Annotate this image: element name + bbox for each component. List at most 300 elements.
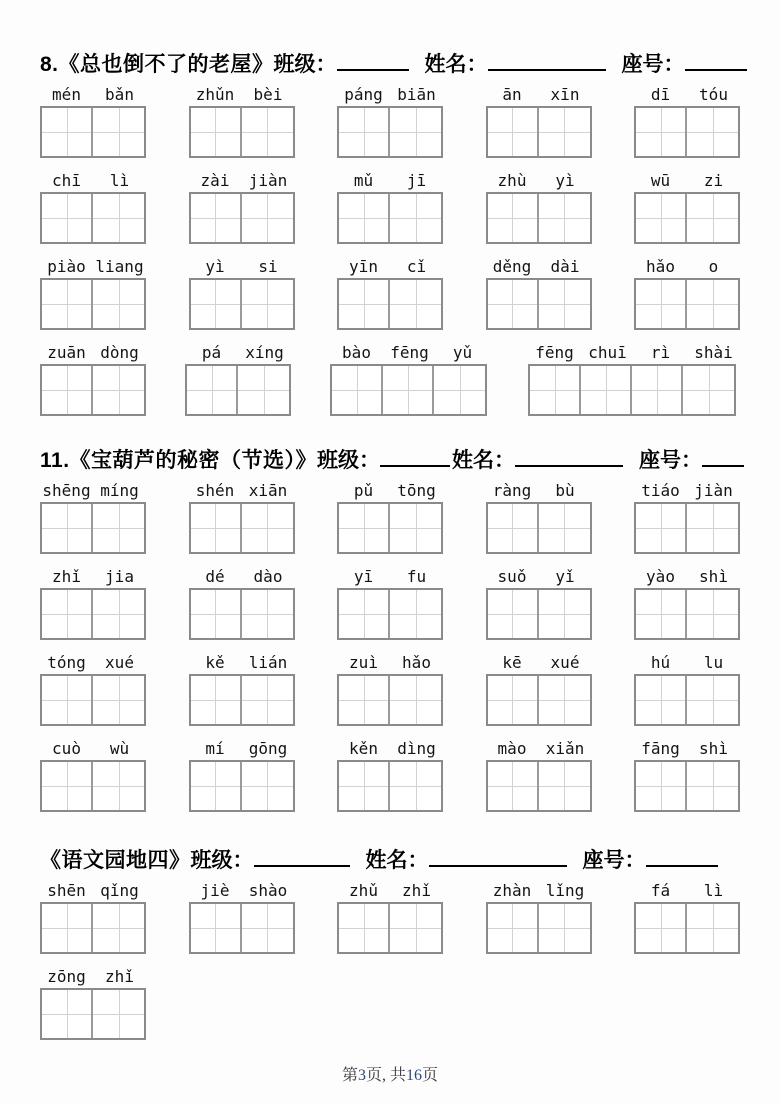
character-cell[interactable] [488,904,539,952]
character-grid [634,106,740,158]
pinyin-label [634,85,740,104]
seat-field [622,50,747,80]
character-cell[interactable] [191,762,242,810]
character-cell[interactable] [636,762,687,810]
character-cell[interactable] [42,904,93,952]
word-block [189,653,295,726]
character-cell[interactable] [242,762,293,810]
character-cell[interactable] [93,676,144,724]
pinyin-syllable: shì [699,567,728,586]
character-cell[interactable] [636,280,687,328]
word-block [634,481,740,554]
character-grid [486,106,592,158]
seat-blank[interactable] [646,851,718,867]
word-block [337,85,443,158]
character-cell[interactable] [488,676,539,724]
pinyin-label [189,567,295,586]
footer-page-number: 3 [357,1067,366,1084]
character-grid [337,760,443,812]
character-cell[interactable] [93,904,144,952]
word-row [40,739,740,812]
worksheet-body [40,50,740,1040]
character-grid [40,192,146,244]
character-cell[interactable] [93,504,144,552]
character-cell[interactable] [539,504,590,552]
word-block [337,653,443,726]
character-cell[interactable] [434,366,485,414]
character-cell[interactable] [339,676,390,724]
pinyin-label [40,257,146,276]
character-grid [40,106,146,158]
character-cell[interactable] [93,366,144,414]
pinyin-label [528,343,740,362]
character-cell[interactable] [339,194,390,242]
pinyin-syllable: zuān [47,343,86,362]
character-cell[interactable] [636,590,687,638]
character-grid [634,760,740,812]
character-grid [486,502,592,554]
character-grid [337,192,443,244]
character-cell[interactable] [539,762,590,810]
pinyin-syllable: shì [699,739,728,758]
pinyin-label [189,653,295,672]
pinyin-label [330,343,489,362]
word-block [40,653,146,726]
section-header [40,446,740,476]
character-cell[interactable] [539,676,590,724]
pinyin-label [189,85,295,104]
pinyin-label [337,85,443,104]
pinyin-syllable: fá [650,881,671,900]
pinyin-label [337,881,443,900]
character-cell[interactable] [687,904,738,952]
section-title: 11.《宝葫芦的秘密（节选）》 [40,449,318,472]
pinyin-syllable: cǐ [406,257,427,276]
character-cell[interactable] [42,676,93,724]
character-grid [337,674,443,726]
pinyin-syllable: yǐ [555,567,575,586]
character-grid [634,192,740,244]
class-blank[interactable] [380,451,450,467]
pinyin-label [634,257,740,276]
word-block [189,171,295,244]
pinyin-syllable: jī [406,171,427,190]
pinyin-label [189,739,295,758]
pinyin-label [634,653,740,672]
character-cell[interactable] [242,504,293,552]
word-block [189,567,295,640]
character-cell[interactable] [530,366,581,414]
character-cell[interactable] [332,366,383,414]
character-grid [337,278,443,330]
character-cell[interactable] [42,990,93,1038]
character-grid [634,278,740,330]
character-cell[interactable] [42,280,93,328]
word-block [528,343,740,416]
word-block [634,85,740,158]
pinyin-syllable: biān [397,85,436,104]
character-grid [634,502,740,554]
pinyin-label [189,481,295,500]
character-cell[interactable] [687,280,738,328]
character-cell[interactable] [636,904,687,952]
footer-infix: 页, 共 [365,1067,406,1084]
pinyin-label [337,739,443,758]
character-cell[interactable] [93,194,144,242]
pinyin-syllable: lǐng [545,881,585,900]
pinyin-syllable: chuī [588,343,627,362]
pinyin-label [337,171,443,190]
pinyin-syllable: dìng [397,739,436,758]
seat-field-label: 座号： [582,849,646,872]
character-grid [40,364,146,416]
character-cell[interactable] [390,504,441,552]
worksheet-section [40,50,740,416]
pinyin-syllable: mǔ [353,171,374,190]
character-cell[interactable] [42,194,93,242]
pinyin-syllable: kěn [349,739,378,758]
character-grid [486,588,592,640]
pinyin-syllable: tóu [699,85,728,104]
pinyin-syllable: si [258,257,278,276]
character-cell[interactable] [93,280,144,328]
pinyin-syllable: jia [105,567,134,586]
character-cell[interactable] [636,194,687,242]
pinyin-label [40,481,146,500]
pinyin-syllable: xíng [245,343,284,362]
character-cell[interactable] [191,194,242,242]
character-cell[interactable] [191,904,242,952]
character-grid [486,674,592,726]
character-cell[interactable] [636,676,687,724]
character-grid [486,902,592,954]
pinyin-syllable: páng [344,85,383,104]
class-field [191,846,366,876]
pinyin-syllable: xiān [248,481,288,500]
character-grid [634,902,740,954]
pinyin-syllable: zhǔn [195,85,235,104]
word-block [40,881,146,954]
character-cell[interactable] [42,108,93,156]
word-row [40,881,740,954]
pinyin-syllable: mén [52,85,81,104]
pinyin-syllable: mào [497,739,527,758]
pinyin-syllable: xīn [550,85,580,104]
section-title: 8.《总也倒不了的老屋》 [40,53,274,76]
character-grid [634,588,740,640]
character-cell[interactable] [687,504,738,552]
character-cell[interactable] [488,194,539,242]
character-cell[interactable] [242,108,293,156]
pinyin-syllable: yǔ [452,343,473,362]
pinyin-syllable: gōng [248,739,288,758]
word-block [634,171,740,244]
character-cell[interactable] [390,590,441,638]
pinyin-syllable: zhǐ [105,967,134,986]
character-grid [40,588,146,640]
pinyin-label [486,171,592,190]
word-block [337,257,443,330]
word-block [40,739,146,812]
pinyin-label [40,343,146,362]
pinyin-syllable: shài [694,343,733,362]
pinyin-syllable: yì [205,257,225,276]
word-row [40,257,740,330]
pinyin-syllable: dòng [100,343,139,362]
pinyin-label [634,881,740,900]
word-block [634,739,740,812]
pinyin-syllable: míng [100,481,139,500]
pinyin-label [40,881,146,900]
character-cell[interactable] [238,366,289,414]
name-blank[interactable] [488,55,606,71]
character-grid [337,902,443,954]
pinyin-syllable: mí [205,739,225,758]
word-block [40,85,146,158]
character-cell[interactable] [488,590,539,638]
pinyin-syllable: xiǎn [545,739,585,758]
character-cell[interactable] [339,504,390,552]
character-cell[interactable] [687,194,738,242]
character-cell[interactable] [488,108,539,156]
word-block [337,739,443,812]
character-cell[interactable] [632,366,683,414]
pinyin-syllable: fāng [641,739,680,758]
word-block [634,653,740,726]
seat-blank[interactable] [685,55,747,71]
character-grid [486,278,592,330]
word-row [40,343,740,416]
character-grid [486,760,592,812]
name-field [366,846,583,876]
name-field-label: 姓名： [452,449,516,472]
character-cell[interactable] [339,762,390,810]
word-block [486,881,592,954]
section-header [40,846,740,876]
character-grid [189,106,295,158]
pinyin-syllable: wù [109,739,130,758]
pinyin-label [40,739,146,758]
pinyin-syllable: zuì [349,653,378,672]
pinyin-syllable: hǎo [646,257,675,276]
character-cell[interactable] [42,762,93,810]
character-cell[interactable] [390,762,441,810]
word-block [189,739,295,812]
character-cell[interactable] [191,504,242,552]
character-cell[interactable] [187,366,238,414]
pinyin-syllable: dài [550,257,580,276]
character-cell[interactable] [539,590,590,638]
character-grid [40,674,146,726]
pinyin-syllable: tóng [47,653,86,672]
character-cell[interactable] [42,366,93,414]
pinyin-label [40,653,146,672]
pinyin-syllable: cuò [52,739,81,758]
pinyin-syllable: tiáo [641,481,680,500]
character-cell[interactable] [93,590,144,638]
pinyin-label [486,653,592,672]
character-cell[interactable] [93,990,144,1038]
pinyin-syllable: rì [650,343,671,362]
name-blank[interactable] [515,451,623,467]
pinyin-syllable: shēn [47,881,86,900]
character-cell[interactable] [242,904,293,952]
character-cell[interactable] [339,904,390,952]
character-cell[interactable] [242,676,293,724]
word-block [189,85,295,158]
character-cell[interactable] [339,280,390,328]
pinyin-syllable: shēng [42,481,91,500]
pinyin-syllable: kē [502,653,522,672]
class-field [274,50,425,80]
pinyin-syllable: zhǔ [349,881,378,900]
pinyin-label [40,567,146,586]
pinyin-label [486,881,592,900]
character-cell[interactable] [539,904,590,952]
character-cell[interactable] [339,108,390,156]
word-block [486,257,592,330]
word-block [486,653,592,726]
character-grid [40,278,146,330]
name-field [452,446,639,476]
character-cell[interactable] [687,108,738,156]
character-cell[interactable] [191,108,242,156]
class-field-label: 班级： [190,849,254,872]
pinyin-label [189,171,295,190]
pinyin-label [634,739,740,758]
character-cell[interactable] [383,366,434,414]
pinyin-syllable: o [708,257,719,276]
character-cell[interactable] [191,280,242,328]
footer-total-pages: 16 [406,1067,422,1084]
character-grid [189,502,295,554]
pinyin-syllable: dī [650,85,671,104]
character-cell[interactable] [390,904,441,952]
name-blank[interactable] [429,851,567,867]
character-cell[interactable] [42,590,93,638]
character-grid [185,364,291,416]
pinyin-syllable: zhǐ [52,567,81,586]
character-cell[interactable] [636,108,687,156]
pinyin-syllable: shào [248,881,288,900]
pinyin-syllable: kě [205,653,225,672]
pinyin-syllable: yī [353,567,374,586]
seat-field-label: 座号： [621,53,685,76]
character-cell[interactable] [191,590,242,638]
character-cell[interactable] [390,676,441,724]
word-row [40,171,740,244]
pinyin-syllable: jiàn [248,171,288,190]
class-field-label: 班级： [273,53,337,76]
character-grid [189,278,295,330]
character-cell[interactable] [687,590,738,638]
character-grid [337,106,443,158]
pinyin-syllable: ràng [492,481,532,500]
character-cell[interactable] [687,676,738,724]
word-block [486,481,592,554]
pinyin-label [486,257,592,276]
pinyin-label [40,85,146,104]
character-cell[interactable] [636,504,687,552]
pinyin-syllable: bèi [253,85,283,104]
character-grid [40,902,146,954]
pinyin-syllable: zhǐ [402,881,431,900]
word-block [40,171,146,244]
name-field [425,50,622,80]
pinyin-syllable: lián [248,653,288,672]
class-blank[interactable] [337,55,409,71]
seat-field [639,446,744,476]
word-block [634,257,740,330]
pinyin-label [40,171,146,190]
word-block [486,567,592,640]
character-cell[interactable] [539,108,590,156]
character-cell[interactable] [93,108,144,156]
character-cell[interactable] [390,194,441,242]
character-cell[interactable] [42,504,93,552]
character-cell[interactable] [390,280,441,328]
word-row [40,85,740,158]
character-cell[interactable] [242,194,293,242]
character-cell[interactable] [581,366,632,414]
character-cell[interactable] [93,762,144,810]
character-cell[interactable] [488,280,539,328]
character-cell[interactable] [191,676,242,724]
pinyin-syllable: zhàn [492,881,532,900]
character-cell[interactable] [539,194,590,242]
character-cell[interactable] [242,280,293,328]
pinyin-syllable: fu [406,567,427,586]
pinyin-syllable: hú [650,653,671,672]
pinyin-syllable: fēng [535,343,574,362]
character-grid [40,502,146,554]
character-grid [189,192,295,244]
pinyin-label [486,739,592,758]
pinyin-syllable: lì [703,881,724,900]
pinyin-syllable: chī [52,171,81,190]
pinyin-label [634,567,740,586]
character-cell[interactable] [339,590,390,638]
word-block [337,567,443,640]
word-row [40,481,740,554]
character-cell[interactable] [539,280,590,328]
character-grid [634,674,740,726]
pinyin-syllable: shén [195,481,235,500]
character-cell[interactable] [242,590,293,638]
word-block [40,257,146,330]
pinyin-syllable: xué [105,653,134,672]
name-field-label: 姓名： [365,849,429,872]
word-block [40,967,146,1040]
character-cell[interactable] [687,762,738,810]
character-cell[interactable] [488,762,539,810]
character-cell[interactable] [488,504,539,552]
character-cell[interactable] [683,366,734,414]
footer-prefix: 第 [341,1067,358,1084]
pinyin-label [40,967,146,986]
character-grid [337,502,443,554]
character-cell[interactable] [390,108,441,156]
seat-blank[interactable] [702,451,744,467]
word-row [40,967,740,1040]
word-block [330,343,489,416]
pinyin-syllable: fēng [390,343,429,362]
section-title: 《语文园地四》 [40,849,191,872]
word-block [337,171,443,244]
pinyin-syllable: lì [109,171,130,190]
character-grid [330,364,487,416]
class-blank[interactable] [254,851,350,867]
